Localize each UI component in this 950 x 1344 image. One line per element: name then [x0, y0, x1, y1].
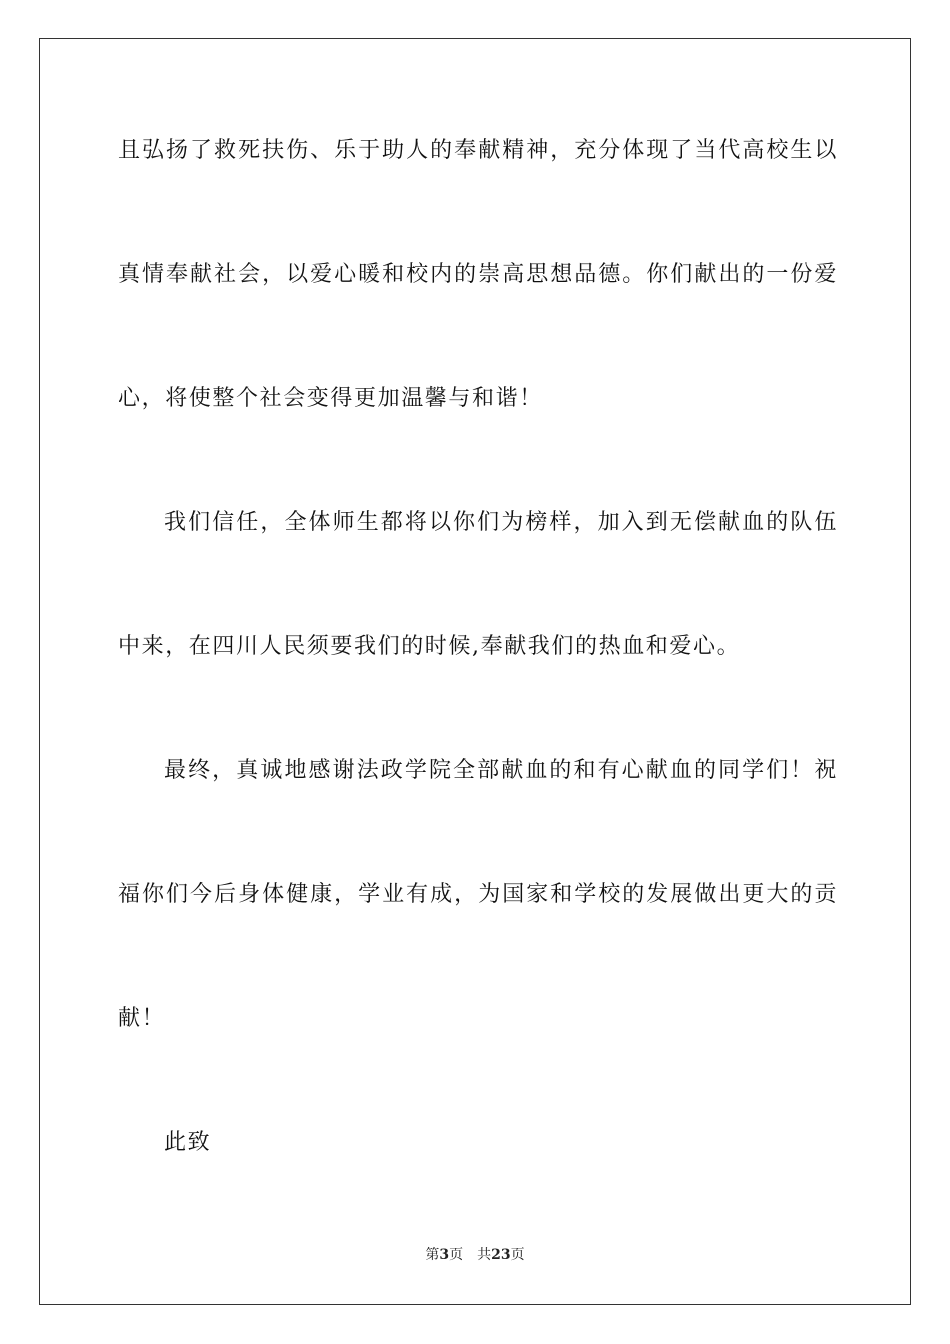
- text-line-6: 最终，真诚地感谢法政学院全部献血的和有心献血的同学们！祝: [164, 758, 838, 783]
- page-number: 3: [439, 1247, 450, 1263]
- total-prefix: 共: [477, 1247, 492, 1263]
- total-pages: 23: [491, 1247, 511, 1263]
- text-line-5: 中来，在四川人民须要我们的时候,奉献我们的热血和爱心。: [118, 634, 741, 659]
- closing-salutation: 此致: [164, 1130, 212, 1155]
- text-line-2: 真情奉献社会，以爱心暖和校内的崇高思想品德。你们献出的一份爱: [118, 262, 838, 287]
- page-border: [39, 38, 911, 1305]
- text-line-1: 且弘扬了救死扶伤、乐于助人的奉献精神，充分体现了当代高校生以: [118, 138, 838, 163]
- text-line-7: 福你们今后身体健康，学业有成，为国家和学校的发展做出更大的贡: [118, 882, 838, 907]
- total-suffix: 页: [510, 1247, 525, 1263]
- page-suffix: 页: [449, 1247, 464, 1263]
- text-line-8: 献！: [118, 1006, 166, 1031]
- text-line-4: 我们信任，全体师生都将以你们为榜样，加入到无偿献血的队伍: [164, 510, 838, 535]
- page-prefix: 第: [425, 1247, 440, 1263]
- page-footer: [0, 1246, 950, 1264]
- text-line-3: 心，将使整个社会变得更加温馨与和谐！: [118, 386, 543, 411]
